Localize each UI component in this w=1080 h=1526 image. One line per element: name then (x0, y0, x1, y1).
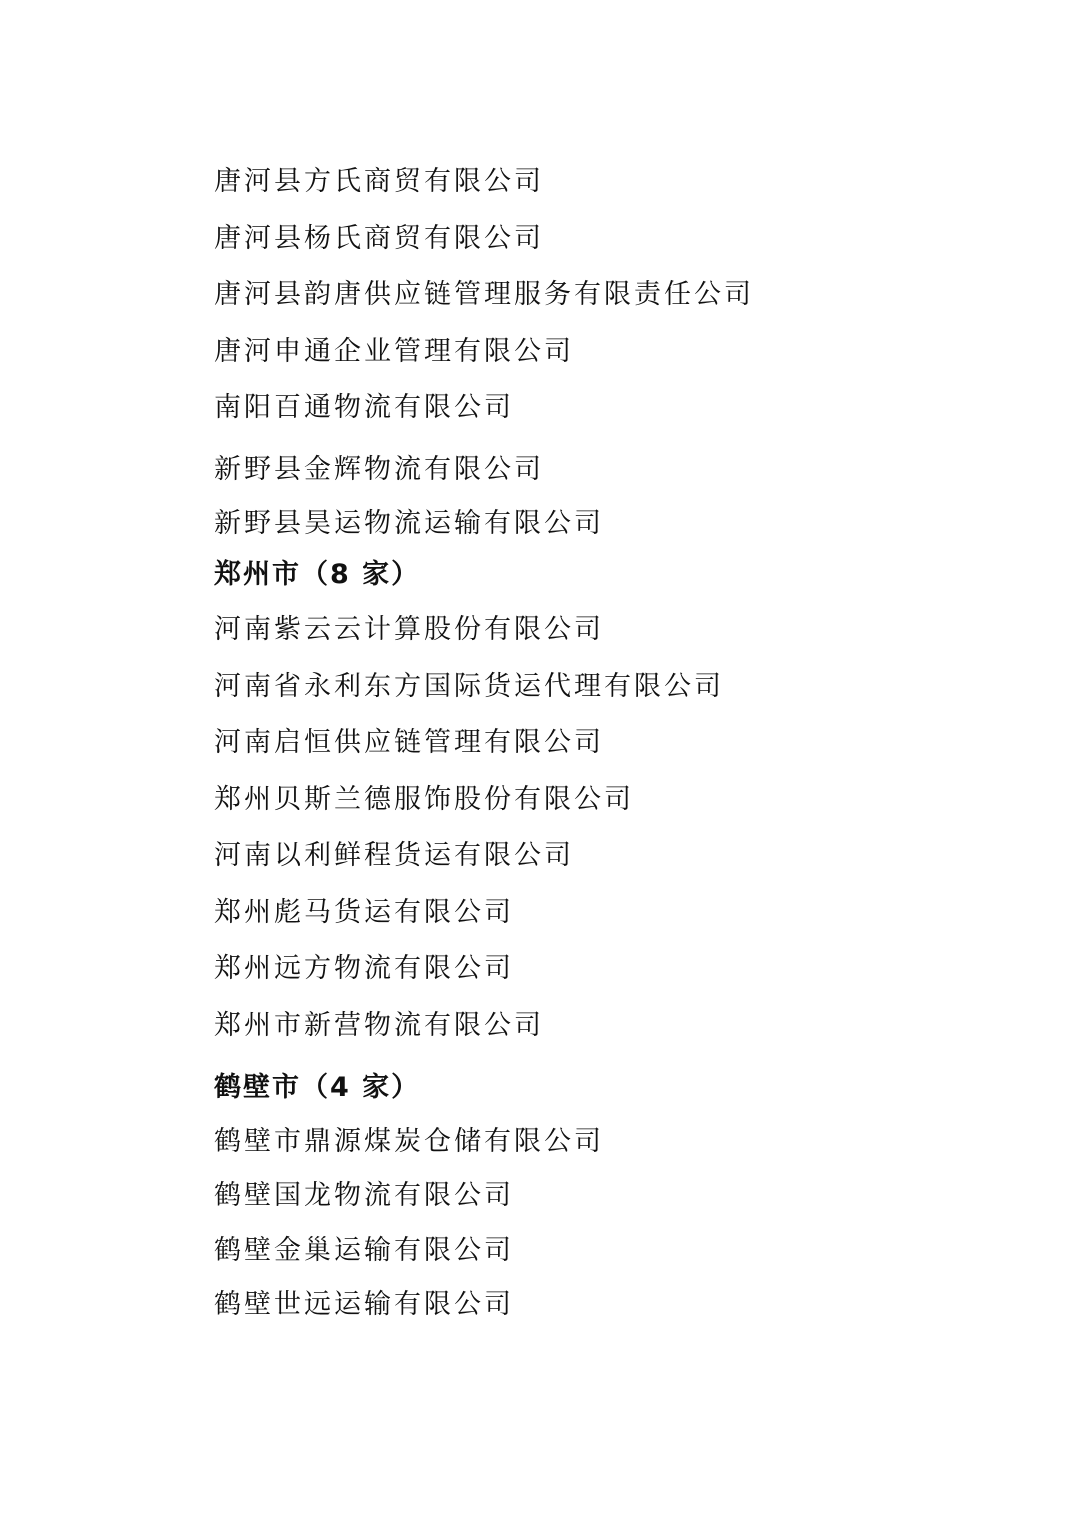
company-item: 河南启恒供应链管理有限公司 (214, 727, 604, 758)
section-heading-hebi: 鹤壁市（4 家） (214, 1072, 421, 1103)
company-item: 郑州市新营物流有限公司 (214, 1010, 544, 1041)
company-item: 新野县昊运物流运输有限公司 (214, 508, 604, 539)
company-item: 新野县金辉物流有限公司 (214, 454, 544, 485)
company-item: 唐河县韵唐供应链管理服务有限责任公司 (214, 279, 754, 310)
company-item: 郑州彪马货运有限公司 (214, 897, 514, 928)
company-item: 唐河申通企业管理有限公司 (214, 336, 574, 367)
company-item: 河南以利鲜程货运有限公司 (214, 840, 574, 871)
company-item: 唐河县杨氏商贸有限公司 (214, 223, 544, 254)
company-item: 郑州贝斯兰德服饰股份有限公司 (214, 784, 634, 815)
company-item: 鹤壁国龙物流有限公司 (214, 1180, 514, 1211)
company-item: 郑州远方物流有限公司 (214, 953, 514, 984)
company-item: 唐河县方氏商贸有限公司 (214, 166, 544, 197)
company-item: 河南省永利东方国际货运代理有限公司 (214, 671, 724, 702)
company-item: 鹤壁市鼎源煤炭仓储有限公司 (214, 1126, 604, 1157)
company-item: 河南紫云云计算股份有限公司 (214, 614, 604, 645)
company-item: 南阳百通物流有限公司 (214, 392, 514, 423)
company-item: 鹤壁世远运输有限公司 (214, 1289, 514, 1320)
company-item: 鹤壁金巢运输有限公司 (214, 1235, 514, 1266)
section-heading-zhengzhou: 郑州市（8 家） (214, 559, 421, 590)
